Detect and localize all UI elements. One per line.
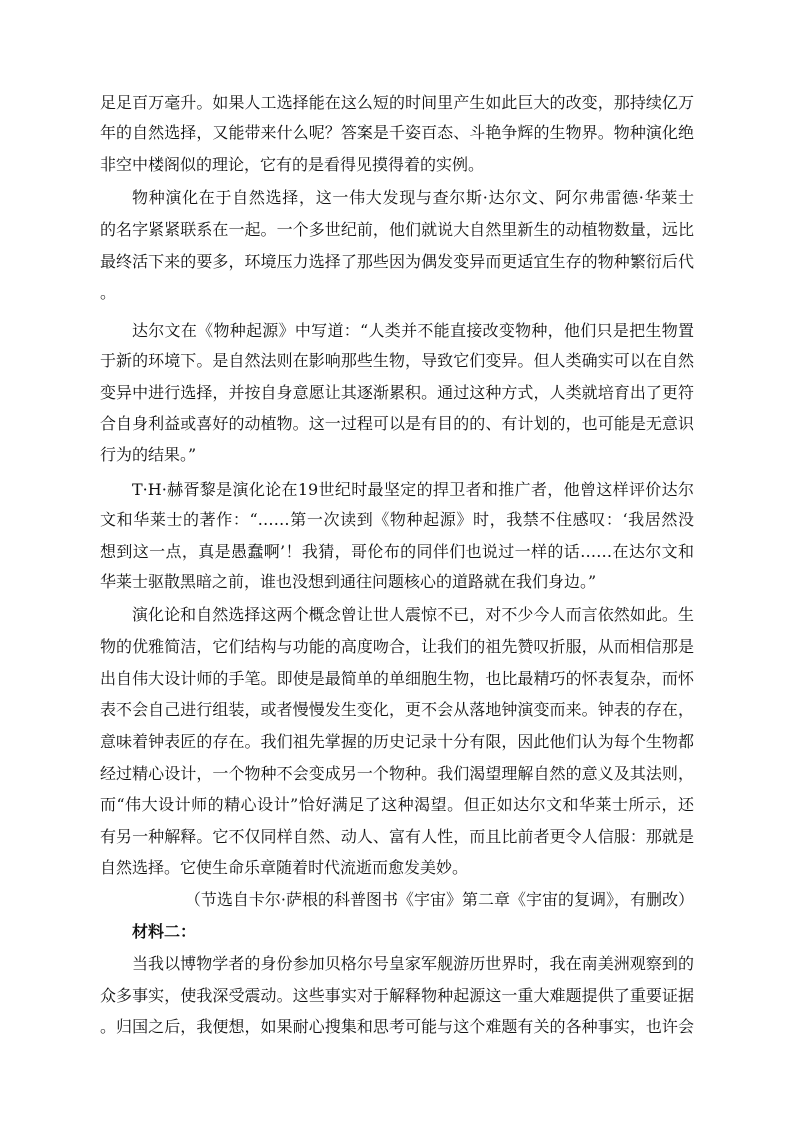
text-line: 想到这一点，真是愚蠢啊’！我猜，哥伦布的同伴们也说过一样的话……在达尔文和 — [100, 542, 694, 561]
text-line: 于新的环境下。是自然法则在影响那些生物，导致它们变异。但人类确实可以在自然 — [100, 351, 694, 370]
text-line: 表不会自己进行组装，或者慢慢发生变化，更不会从落地钟演变而来。钟表的存在， — [100, 700, 694, 719]
text-line: 而“伟大设计师的精心设计”恰好满足了这种渴望。但正如达尔文和华莱士所示，还 — [100, 795, 694, 814]
text-line: 出自伟大设计师的手笔。即使是最简单的单细胞生物，也比最精巧的怀表复杂，而怀 — [100, 669, 694, 688]
text-line: 当我以博物学者的身份参加贝格尔号皇家军舰游历世界时，我在南美洲观察到的 — [132, 954, 694, 973]
text-line: 众多事实，使我深受震动。这些事实对于解释物种起源这一重大难题提供了重要证据 — [100, 986, 694, 1005]
text-line: T·H·赫胥黎是演化论在19世纪时最坚定的捍卫者和推广者，他曾这样评价达尔 — [132, 480, 694, 499]
text-line: 华莱士驱散黑暗之前，谁也没想到通往问题核心的道路就在我们身边。” — [100, 572, 597, 591]
text-line: 年的自然选择，又能带来什么呢？答案是千姿百态、斗艳争辉的生物界。物种演化绝 — [100, 123, 694, 142]
text-line: 非空中楼阁似的理论，它有的是看得见摸得着的实例。 — [100, 155, 485, 174]
text-line: 的名字紧紧联系在一起。一个多世纪前，他们就说大自然里新生的动植物数量，远比 — [100, 220, 694, 239]
text-line: 经过精心设计，一个物种不会变成另一个物种。我们渴望理解自然的意义及其法则， — [100, 764, 694, 783]
text-line: 足足百万毫升。如果人工选择能在这么短的时间里产生如此巨大的改变，那持续亿万 — [100, 93, 694, 112]
text-line: 。 — [100, 283, 117, 302]
text-line: 物的优雅简洁，它们结构与功能的高度吻合，让我们的祖先赞叹折服，从而相信那是 — [100, 637, 694, 656]
text-line: 行为的结果。” — [100, 445, 197, 464]
text-line: 有另一种解释。它不仅同样自然、动人、富有人性，而且比前者更令人信服：那就是 — [100, 827, 694, 846]
text-line: 意味着钟表匠的存在。我们祖先掌握的历史记录十分有限，因此他们认为每个生物都 — [100, 732, 694, 751]
text-line: 变异中进行选择，并按自身意愿让其逐渐累积。通过这种方式，人类就培育出了更符 — [100, 383, 694, 402]
text-line: 演化论和自然选择这两个概念曾让世人震惊不已，对不少今人而言依然如此。生 — [132, 605, 694, 624]
text-line: 物种演化在于自然选择，这一伟大发现与查尔斯·达尔文、阿尔弗雷德·华莱士 — [132, 188, 694, 207]
text-line: 自然选择。它使生命乐章随着时代流逝而愈发美妙。 — [100, 858, 469, 877]
text-line: 文和华莱士的著作：“……第一次读到《物种起源》时，我禁不住感叹：‘我居然没 — [100, 510, 694, 529]
text-line: 合自身利益或喜好的动植物。这一过程可以是有目的的、有计划的，也可能是无意识 — [100, 414, 694, 433]
text-line: 。归国之后，我便想，如果耐心搜集和思考可能与这个难题有关的各种事实，也许会 — [100, 1017, 694, 1036]
text-line: 最终活下来的要多，环境压力选择了那些因为偶发变异而更适宜生存的物种繁衍后代 — [100, 252, 694, 271]
source-note: （节选自卡尔·萨根的科普图书《宇宙》第二章《宇宙的复调》，有删改） — [184, 890, 694, 909]
section-heading: 材料二： — [132, 922, 197, 941]
text-line: 达尔文在《物种起源》中写道：“人类并不能直接改变物种，他们只是把生物置 — [132, 321, 694, 340]
